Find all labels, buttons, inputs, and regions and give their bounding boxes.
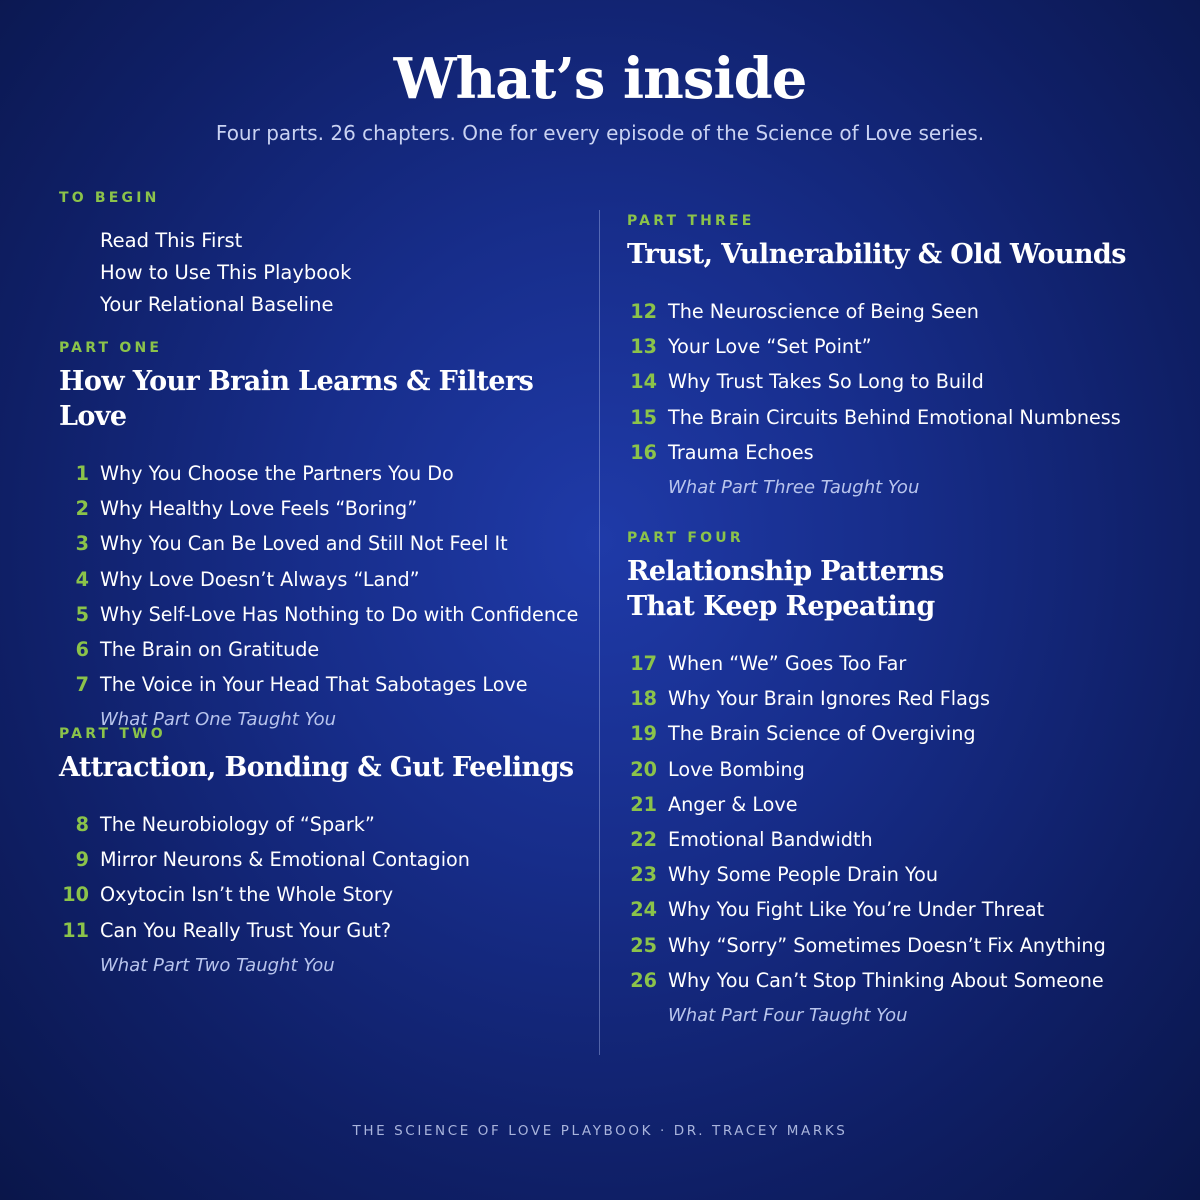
chapter-list <box>627 294 1167 470</box>
chapter-title: The Neuroscience of Being Seen <box>668 300 979 323</box>
chapter-item <box>627 400 1167 435</box>
chapter-title: When “We” Goes Too Far <box>668 652 907 675</box>
chapter-title: Trauma Echoes <box>668 440 814 464</box>
section-part-two <box>59 724 599 983</box>
chapter-title: The Voice in Your Head That Sabotages Love <box>100 673 528 697</box>
chapter-title: The Brain on Gratitude <box>100 637 320 661</box>
section-eyebrow: PART ONE <box>59 340 163 356</box>
section-eyebrow: PART THREE <box>627 213 755 229</box>
chapter-item <box>59 597 599 632</box>
intro-item: Your Relational Baseline <box>100 293 334 316</box>
chapter-list <box>59 456 599 702</box>
chapter-number: 6 <box>75 637 89 661</box>
part-title <box>627 237 1167 272</box>
chapter-item <box>59 913 599 948</box>
chapter-title: Mirror Neurons & Emotional Contagion <box>100 848 470 872</box>
chapter-number: 16 <box>630 440 657 464</box>
chapter-item <box>59 562 599 597</box>
intro-list <box>59 225 599 321</box>
chapter-number: 25 <box>630 933 657 957</box>
chapter-item <box>627 752 1167 787</box>
chapter-item <box>59 491 599 526</box>
chapter-number: 9 <box>75 848 89 872</box>
chapter-title: Why You Choose the Partners You Do <box>100 462 454 485</box>
section-eyebrow: PART FOUR <box>627 530 744 546</box>
section-part-one <box>59 338 599 737</box>
part-title-line: That Keep Repeating <box>627 591 935 622</box>
chapter-title: Why Some People Drain You <box>668 863 939 887</box>
chapter-number: 22 <box>630 827 657 851</box>
chapter-number: 7 <box>75 673 89 697</box>
chapter-number: 11 <box>62 918 89 942</box>
chapter-number: 10 <box>62 883 89 907</box>
part-title <box>59 750 599 785</box>
chapter-item <box>59 526 599 561</box>
part-recap: What Part Two Taught You <box>100 954 335 976</box>
chapter-title: Why “Sorry” Sometimes Doesn’t Fix Anything <box>668 933 1106 957</box>
part-recap: What Part Four Taught You <box>668 1004 908 1026</box>
chapter-item <box>627 716 1167 751</box>
chapter-number: 3 <box>75 532 89 556</box>
part-recap: What Part One Taught You <box>100 709 337 731</box>
chapter-title: Why You Can’t Stop Thinking About Someone <box>668 968 1104 992</box>
chapter-number: 20 <box>630 757 657 781</box>
chapter-number: 1 <box>75 462 89 485</box>
chapter-title: Why You Fight Like You’re Under Threat <box>668 898 1045 922</box>
chapter-number: 17 <box>630 652 657 675</box>
chapter-title: Why Your Brain Ignores Red Flags <box>668 687 991 711</box>
chapter-list <box>627 646 1167 998</box>
part-title-line: Trust, Vulnerability & Old Wounds <box>627 239 1126 270</box>
chapter-item <box>59 456 599 491</box>
chapter-number: 21 <box>630 792 657 816</box>
chapter-title: Why Healthy Love Feels “Boring” <box>100 497 418 521</box>
chapter-item <box>59 667 599 702</box>
chapter-list <box>59 807 599 948</box>
intro-item: Read This First <box>100 229 243 252</box>
chapter-title: Why Self-Love Has Nothing to Do with Confidence <box>100 602 579 626</box>
page-title: What’s inside <box>393 46 807 112</box>
chapter-number: 18 <box>630 687 657 711</box>
section-eyebrow: PART TWO <box>59 726 166 742</box>
part-title-line: How Your Brain Learns & Filters Love <box>59 366 534 432</box>
chapter-item <box>627 963 1167 998</box>
section-part-four <box>627 528 1167 1033</box>
chapter-number: 15 <box>630 405 657 429</box>
chapter-number: 24 <box>630 898 657 922</box>
part-title-line: Relationship Patterns <box>627 556 944 587</box>
column-divider <box>599 210 600 1055</box>
chapter-title: Oxytocin Isn’t the Whole Story <box>100 883 394 907</box>
chapter-title: Emotional Bandwidth <box>668 827 873 851</box>
chapter-title: Love Bombing <box>668 757 805 781</box>
chapter-number: 2 <box>75 497 89 521</box>
chapter-title: Your Love “Set Point” <box>668 335 872 359</box>
chapter-number: 4 <box>75 567 89 591</box>
chapter-item <box>59 632 599 667</box>
chapter-number: 26 <box>630 968 657 992</box>
part-title <box>59 364 599 434</box>
chapter-item <box>627 329 1167 364</box>
chapter-title: The Neurobiology of “Spark” <box>100 813 375 836</box>
part-title-line: Attraction, Bonding & Gut Feelings <box>59 752 574 783</box>
chapter-item <box>627 892 1167 927</box>
chapter-item <box>627 928 1167 963</box>
chapter-item <box>627 681 1167 716</box>
chapter-number: 23 <box>630 863 657 887</box>
chapter-number: 8 <box>75 813 89 836</box>
chapter-item <box>627 435 1167 470</box>
intro-item: How to Use This Playbook <box>100 261 352 284</box>
chapter-item <box>627 294 1167 329</box>
section-eyebrow: TO BEGIN <box>59 190 160 206</box>
chapter-title: Why Love Doesn’t Always “Land” <box>100 567 420 591</box>
chapter-title: Can You Really Trust Your Gut? <box>100 918 392 942</box>
chapter-number: 14 <box>630 370 657 394</box>
chapter-item <box>627 364 1167 399</box>
chapter-item <box>627 857 1167 892</box>
chapter-item <box>627 646 1167 681</box>
chapter-number: 19 <box>630 722 657 746</box>
chapter-number: 13 <box>630 335 657 359</box>
chapter-item <box>59 842 599 877</box>
chapter-title: Anger & Love <box>668 792 798 816</box>
footer-credit: THE SCIENCE OF LOVE PLAYBOOK · DR. TRACEY MARKS <box>352 1123 848 1139</box>
part-title <box>627 554 1167 624</box>
chapter-item <box>59 877 599 912</box>
chapter-item <box>627 787 1167 822</box>
chapter-number: 12 <box>630 300 657 323</box>
chapter-title: The Brain Science of Overgiving <box>668 722 976 746</box>
chapter-number: 5 <box>75 602 89 626</box>
section-to-begin <box>59 188 599 321</box>
page-subtitle: Four parts. 26 chapters. One for every episode of the Science of Love series. <box>215 121 985 145</box>
chapter-item <box>59 807 599 842</box>
chapter-title: Why Trust Takes So Long to Build <box>668 370 984 394</box>
part-recap: What Part Three Taught You <box>668 476 920 498</box>
chapter-item <box>627 822 1167 857</box>
section-part-three <box>627 211 1167 505</box>
chapter-title: The Brain Circuits Behind Emotional Numbness <box>668 405 1121 429</box>
chapter-title: Why You Can Be Loved and Still Not Feel It <box>100 532 508 556</box>
